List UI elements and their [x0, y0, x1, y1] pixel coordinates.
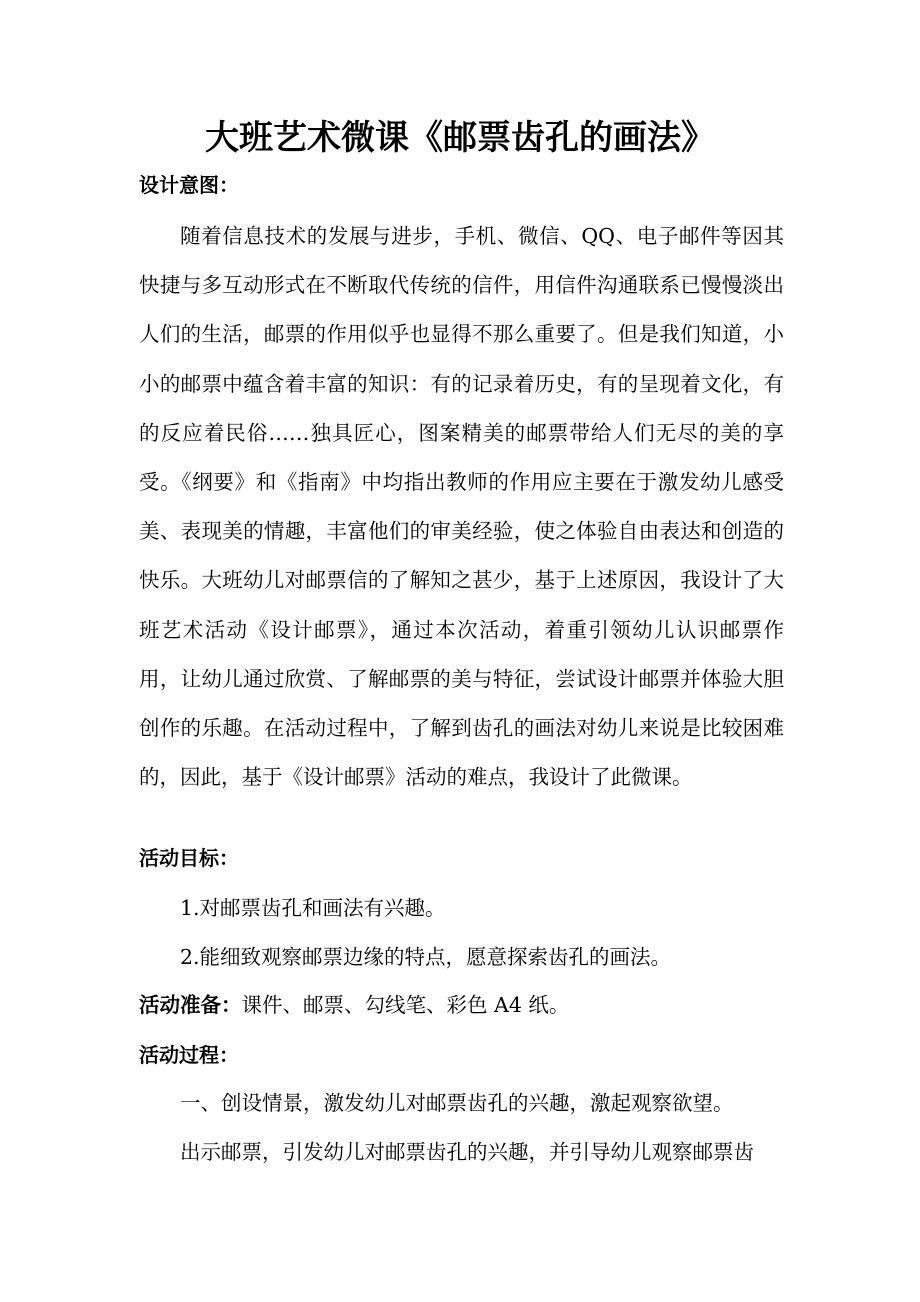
goals-heading: 活动目标： [139, 846, 239, 870]
process-step-1-detail: 出示邮票，引发幼儿对邮票齿孔的兴趣，并引导幼儿观察邮票齿 [180, 1140, 754, 1164]
preparation-label: 活动准备： [139, 993, 242, 1017]
process-step-1: 一、创设情景，激发幼儿对邮票齿孔的兴趣，激起观察欲望。 [180, 1091, 734, 1115]
process-heading: 活动过程： [139, 1043, 239, 1067]
goal-item-2: 2.能细致观察邮票边缘的特点，愿意探索齿孔的画法。 [180, 945, 672, 969]
document-title: 大班艺术微课《邮票齿孔的画法》 [205, 118, 715, 158]
design-intent-heading: 设计意图： [139, 173, 239, 197]
preparation-line [139, 990, 569, 1020]
design-intent-paragraph: 随着信息技术的发展与进步，手机、微信、QQ、电子邮件等因其快捷与多互动形式在不断取代传统的信件，用信件沟通联系已慢慢淡出人们的生活，邮票的作用似乎也显得不那么重要了。但是我们知道，小小的邮票中蕴含着丰富的知识：有的记录着历史，有的呈现着文化，有的反应着民俗……独具匠心，图案精美的邮票带给人们无尽的美的享受。《纲要》和《指南》中均指出教师的作用应主要在于激发幼儿感受美、表现美的情趣，丰富他们的审美经验，使之体验自由表达和创造的快乐。大班幼儿对邮票信的了解知之甚少，基于上述原因，我设计了大班艺术活动《设计邮票》，通过本次活动，着重引领幼儿认识邮票作用，让幼儿通过欣赏、了解邮票的美与特征，尝试设计邮票并体验大胆创作的乐趣。在活动过程中，了解到齿孔的画法对幼儿来说是比较困难的，因此，基于《设计邮票》活动的难点，我设计了此微课。 [139, 224, 784, 790]
preparation-text: 课件、邮票、勾线笔、彩色 A4 纸。 [241, 993, 570, 1017]
goal-item-1: 1.对邮票齿孔和画法有兴趣。 [180, 896, 446, 920]
